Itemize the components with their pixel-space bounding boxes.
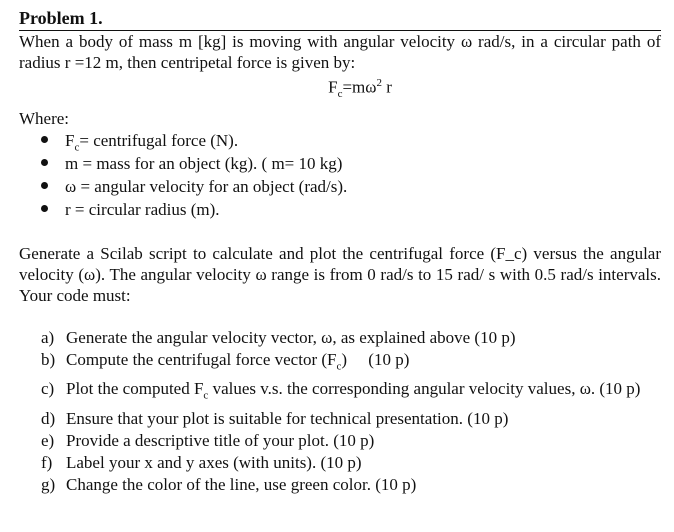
intro-paragraph: When a body of mass m [kg] is moving with angular velocity ω rad/s, in a circular path of radius r =12 m, then centripetal force is given by: [19, 32, 661, 72]
task-item: e) Provide a descriptive title of your plot. (10 p) [41, 430, 375, 450]
force-formula [59, 73, 661, 101]
definition-item: m = mass for an object (kg). ( m= 10 kg) [19, 153, 661, 176]
where-label: Where: [19, 109, 70, 128]
bullet-icon [41, 205, 48, 212]
formula-exponent: 2 [376, 77, 382, 89]
definition-item: r = circular radius (m). [19, 199, 661, 222]
task-intro-paragraph: Generate a Scilab script to calculate and plot the centrifugal force (F_c) versus the angular velocity (ω). The angular velocity ω range is from 0 rad/s to 15 rad/ s with 0.5 rad/s intervals. Your code must: [19, 244, 661, 305]
definition-item: $F_c=$ centrifugal force (N). [19, 130, 661, 153]
formula-rhs: =mω [342, 77, 377, 97]
problem-title: Problem 1. [19, 8, 103, 28]
bullet-icon [41, 182, 48, 189]
definition-item: ω = angular velocity for an object (rad/s). [19, 176, 661, 199]
task-item: c) Plot the computed $F_c$ values v.s. the corresponding angular velocity values, ω. (10 p) [41, 379, 641, 402]
task-item: b) Compute the centrifugal force vector $(F_c)$ (10 p) [41, 350, 410, 373]
definitions-list [19, 130, 661, 222]
formula-lhs-sub: c [337, 88, 343, 101]
task-list [19, 327, 661, 495]
bullet-icon [41, 136, 48, 143]
bullet-icon [41, 159, 48, 166]
task-item: a) Generate the angular velocity vector, ω, as explained above (10 p) [41, 328, 516, 347]
task-item: g) Change the color of the line, use green color. (10 p) [41, 474, 417, 494]
formula-rhs-post: r [381, 77, 392, 97]
task-item: d) Ensure that your plot is suitable for technical presentation. (10 p) [41, 408, 509, 428]
problem-document [19, 7, 661, 496]
formula-lhs: F [328, 77, 338, 97]
task-item: f) Label your x and y axes (with units). (10 p) [41, 452, 362, 472]
